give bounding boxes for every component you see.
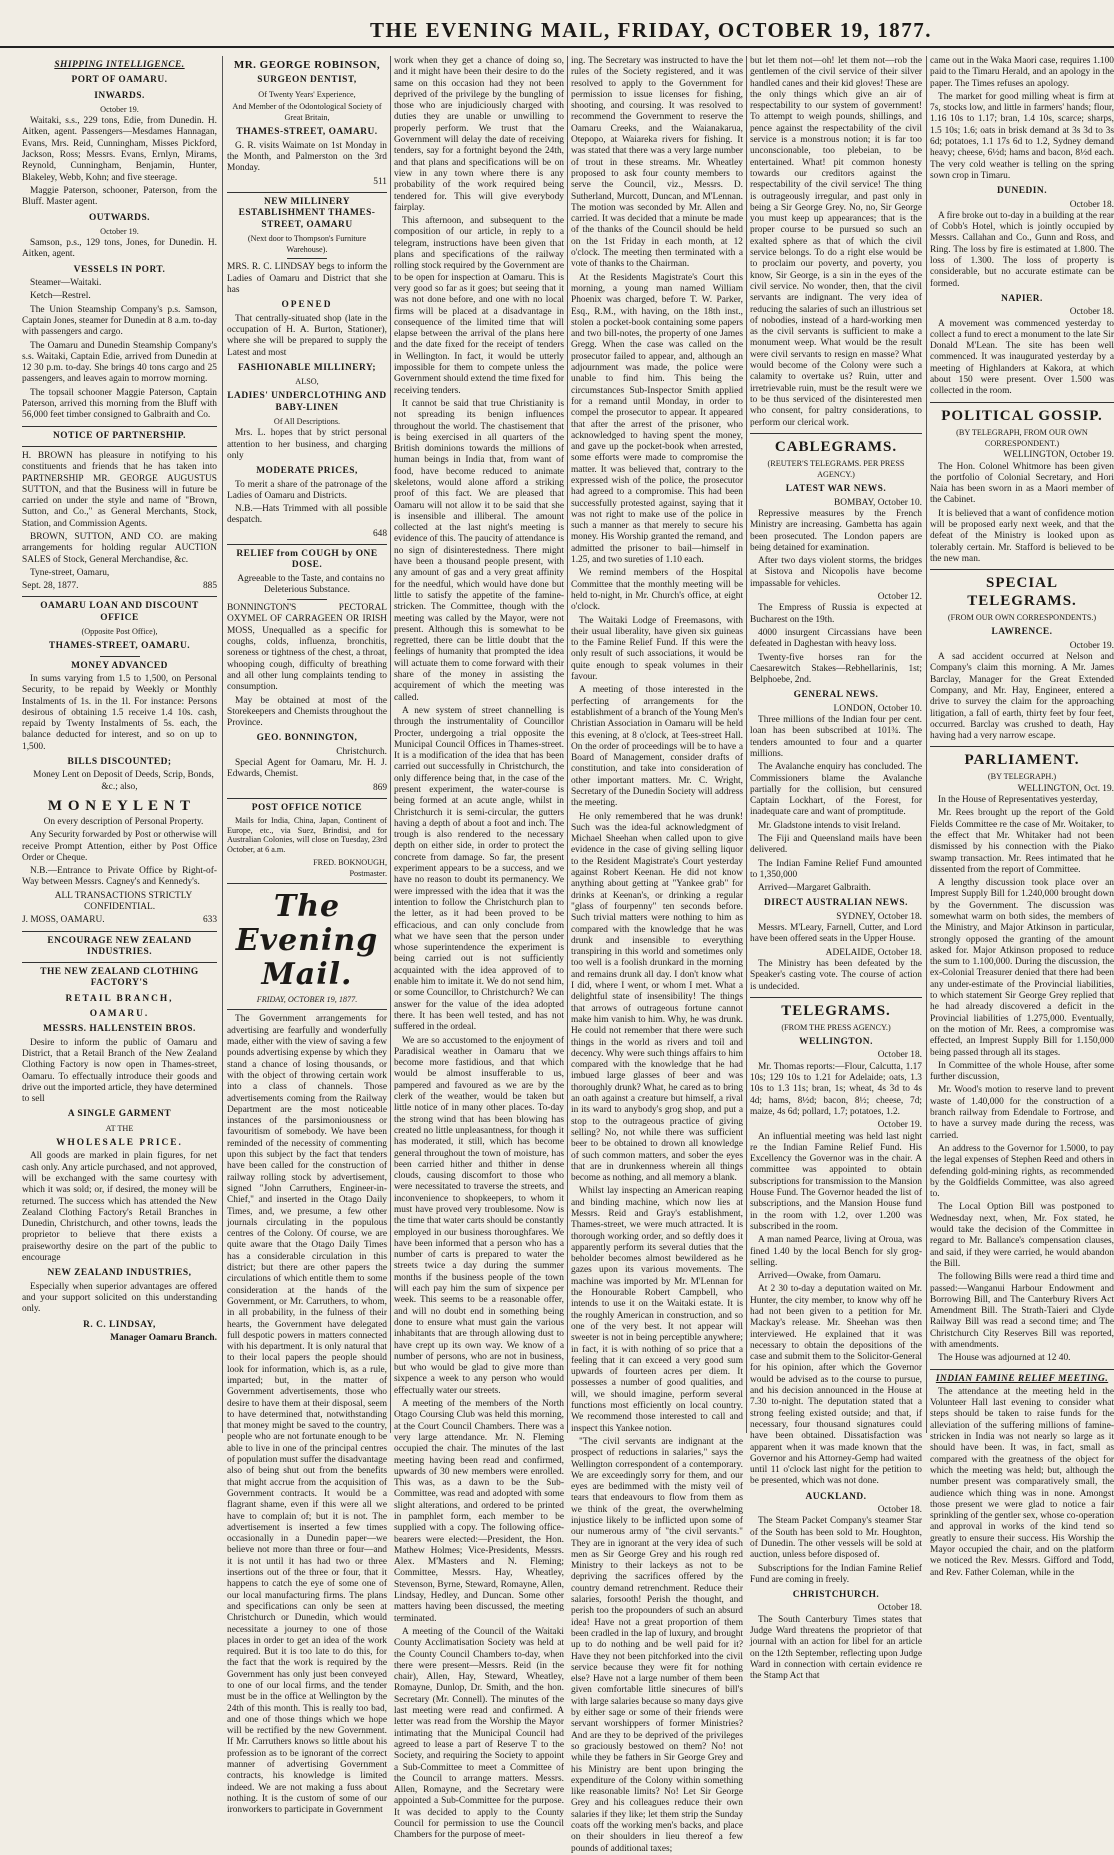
- article-paragraph: Repressive measures by the French Ministry are increasing. Gambetta has again been prosecuted. The London papers are being detained for examination.: [750, 508, 922, 553]
- ad-heading: FASHIONABLE MILLINERY;: [237, 362, 377, 373]
- article-paragraph: A man named Pearce, living at Oroua, was fined 1.40 by the local Bench for sly grog-selling.: [750, 1235, 922, 1268]
- section-subheading: (FROM THE PRESS AGENCY.): [781, 1022, 891, 1032]
- ad-signature: Postmaster.: [349, 868, 387, 878]
- ad-number: 633: [202, 915, 217, 926]
- article-paragraph: We are so accustomed to the enjoyment of Paradisical weather in Oamaru that we become more fastidious, and that which would be almost insufferable to us, pampered and favoured as we are by the clerk of the weather, would be taken but little notice of in many other places. To-day the strong wind that has been blowing has created no little unpleasantness, for though it has moderated, it still, which has become general throughout the town of moisture, has been carried hither and thither in dense clouds, causing discomfort to those who were necessitated to traverse the streets, and inconvenience to shopkeepers, to whom it must have proved very troublesome. Now is the time that water carts should be constantly employed in our business thoroughfares. We have been informed that a person who has a number of carts is prepared to water the streets twice a day during the summer months if the business people of the town will each pay him the sum of sixpence per week. This seems to be a reasonable offer, and will no doubt end in something being done to ensure what must gain the various inhabitants that are through allowing dust to have crept up its own way. We know of a number of persons, who are not in business, but who would be glad to give more than sixpence a week to any person who would effectually water our streets.: [394, 1035, 564, 1396]
- article-paragraph: Ketch—Restrel.: [30, 291, 91, 302]
- ad-heading: OAMARU LOAN AND DISCOUNT OFFICE: [40, 601, 199, 623]
- subheading: INWARDS.: [94, 90, 145, 101]
- article-paragraph: Waitaki, s.s., 229 tons, Edie, from Dunedin. H. Aitken, agent. Passengers—Mesdames Hannagan, Evans, Mrs. Reid, Cunningham, Misses Pickford, Jackson, Ross; Messrs. Evans, Ernlyn, Mirams, Reynold, Cunningham, Benjamin, Hunter, Blakeley, Webb, Kohn; and five steerage.: [22, 116, 217, 183]
- section-heading: POLITICAL GOSSIP.: [941, 407, 1103, 424]
- ad-heading: OPENED: [281, 300, 333, 311]
- ad-number: 885: [202, 581, 217, 592]
- article-paragraph: A fire broke out to-day in a building at the rear of Cobb's Hotel, which is jointly occupied by Messrs. Callahan and Co., Gunn and Ross, and Ring. The loss by fire is estimated at 1.800. The loss of 1.300. The loss of property is considerable, but no accurate estimate can be formed.: [930, 210, 1114, 289]
- article-paragraph: A lengthy discussion took place over an Imprest Supply Bill for 1.240,000 brought down by the Government. The discussion was somewhat warm on both sides, the members of the Ministry, and Major Atkinson in particular, strongly opposed the granting of the amount asked for. Major Atkinson proposed to reduce the sum to 1.100,000. During the discussion, the ex-Colonial Treasurer denied that there had been any under-estimate of the Provincial liabilities, to which statement Sir George Grey replied that he had already discovered a deficit in the Provincial liabilities of 1.275,000. Eventually, on the motion of Mr. Rees, a compromise was effected, an Imprest Supply Bill for 1.150,000 being passed through all its stages.: [930, 878, 1114, 1058]
- article-paragraph: The Waitaki Lodge of Freemasons, with their usual liberality, have given six guineas to the Famine Relief Fund. If this were the only result of such associations, it would be quite enough to speak volumes in their favour.: [571, 615, 743, 683]
- ad-paragraph: Mails for India, China, Japan, Continent of Europe, etc., via Suez, Brindisi, and for Australian Colonies, will close on Tuesday, 23rd October, at 6 a.m.: [227, 816, 387, 854]
- ad-heading: MR. GEORGE ROBINSON,: [233, 59, 381, 71]
- column-3: [394, 56, 564, 1841]
- article-paragraph: Mr. Gladstone intends to visit Ireland.: [758, 820, 901, 831]
- ad-paragraph: To merit a share of the patronage of the Ladies of Oamaru and Districts.: [227, 479, 387, 501]
- ad-heading: MESSRS. HALLENSTEIN BROS.: [43, 1024, 196, 1035]
- dateline: BOMBAY, October 10.: [833, 497, 922, 508]
- ad-paragraph: Mrs. L. hopes that by strict personal attention to her business, and charging only: [227, 428, 387, 461]
- dateline: October 18.: [877, 1505, 922, 1516]
- article-paragraph: A sad accident occurred at Nelson and Company's claim this morning. A Mr. James Barclay, Manager for the Great Extended Company, and Mr. Hay, Engineer, entered a drive to survey the claim for the approaching litigation, a fall of earth, thirty feet by four feet, occurred. Barclay was crushed to death, Hay having had a very narrow escape.: [930, 652, 1114, 742]
- article-paragraph: A movement was commenced yesterday to collect a fund to erect a monument to the late Sir Donald M'Lean. The site has been well commenced. It was inaugurated yesterday by a meeting of Highlanders at Kakora, at which about 150 were present. Over 1.500 was collected in the room.: [930, 318, 1114, 397]
- article-paragraph: The Ministry has been defeated by the Speaker's casting vote. The course of action is undecided.: [750, 958, 922, 992]
- divider: [930, 569, 1114, 570]
- dateline: October 18.: [877, 1050, 922, 1061]
- article-paragraph: In the House of Representatives yesterday,: [938, 795, 1098, 806]
- ad-footer: [22, 581, 217, 592]
- divider: [100, 656, 140, 657]
- column-divider: [746, 56, 747, 1433]
- ad-paragraph: Desire to inform the public of Oamaru and District, that a Retail Branch of the New Zealand Clothing Factory is now open in Thames-street, Oamaru. To effectually introduce their goods and drive out the imported article, they have determined to sell: [22, 1037, 217, 1105]
- ad-paragraph: On every description of Personal Property.: [43, 816, 204, 827]
- article-paragraph: We remind members of the Hospital Committee that the monthly meeting will be held to-night, in Mr. Church's office, at eight o'clock.: [571, 568, 743, 613]
- article-paragraph: work when they get a chance of doing so, and it might have been their desire to do the same on this occasion had they not been deprived of the privilege by the bungling of those who are injudiciously charged with duties they are unable or unwilling to properly perform. We trust that the Government will delay the date of receiving tenders, say for a fortnight beyond the 24th, and that plans and specifications will be on view in any town where there is any probability of the work required being tendered for. This will give everybody fairplay.: [394, 56, 564, 213]
- column-4: [571, 56, 743, 1854]
- article-paragraph: A meeting of those interested in the perfecting of arrangements for the establishment of a branch of the Young Men's Christian Association in Oamaru will be held this evening, at 8 o'clock, at Tees-street Hall. On the order of proceedings will be to have a Board of Management, consider drafts of constitution, and take into consideration of other important matters. Mr. C. Wright, Secretary of the Dunedin Society will address the meeting.: [571, 685, 743, 809]
- article-paragraph: The Avalanche enquiry has concluded. The Commissioners blame the Avalanche partially for the collision, but censured Captain Lockhart, of the Forest, for inadequate care and want of promptitude.: [750, 762, 922, 818]
- article-paragraph: The Local Option Bill was postponed to Wednesday next, when, Mr. Fox stated, he would take the decision of the Committee in regard to Mr. Ballance's compensation clauses, and said, if they were carried, he would abandon the Bill.: [930, 1202, 1114, 1269]
- article-paragraph: The topsail schooner Maggie Paterson, Captain Paterson, arrived this morning from the Bluff with 56,000 feet timber consigned to Galbraith and Co.: [22, 387, 217, 421]
- dateline: October 18.: [1069, 199, 1114, 210]
- article-paragraph: The Empress of Russia is expected at Bucharest on the 19th.: [750, 603, 922, 625]
- article-paragraph: He only remembered that he was drunk! Such was the idea-ful acknowledgment of Michael Sheehan when called upon to give evidence in the case of giving selling liquor to the Resident Magistrate's Court yesterday against Robert Keenan. He did not know anything about getting at "Yankee grab" for drinks at Keenan's, or drinking a regular "glass of fourpenny" ten seconds before. Such trivial matters were nothing to him as compared with the knowledge that he was drunk and insensible to everything transpiring in this world and sometimes only too well is a foolish drunkard in the morning and remains drunk all day. I don't know what I did, where I went, or whom I met. What a delightful state of insensibility! The things that arrows of outrageous fortune cannot make him vanish to him. Why, he was drunk. He could not remember that there were such things in the world as rivers and toil and decency. Why were such things affairs to him compared with the knowledge that he had imbued large glasses of beer and was thoroughly drunk? What, he cared as to bring an oath against a creature but himself, a rival in its ward to anybody's grog shop, and put a stop to the outrageous practice of giving selling? No, not while there was sufficient beer to be obtained to drown all knowledge of such common matters, and sober the eyes that are in drunkenness wherein all things become as nothing, and all memory a blank.: [571, 811, 743, 1184]
- ad-heading: NOTICE OF PARTNERSHIP.: [53, 430, 186, 441]
- section-heading: SHIPPING INTELLIGENCE.: [54, 60, 185, 70]
- column-divider: [567, 56, 568, 1433]
- article-paragraph: The attendance at the meeting held in the Volunteer Hall last evening to consider what steps should be taken to raise funds for the alleviation of the suffering millions of famine-stricken in India was not nearly so large as it should have been. It was, in fact, small as compared with the greatness of the object for which the meeting was held; but, although the number present was comparatively small, the audience which thing was in none. Amongst those present we were glad to notice a fair sprinkling of the gentler sex, whose co-operation and approval in works of the kind tend so greatly to ensure their success. His Worship the Mayor occupied the chair, and on the platform we noticed the Rev. Messrs. Gifford and Todd, and Rev. Father Coleman, while in the: [930, 1386, 1114, 1578]
- ad-subheading: Christchurch.: [336, 746, 387, 757]
- ad-paragraph: N.B.—Hats Trimmed with all possible despatch.: [227, 504, 387, 526]
- ad-subheading: ALSO,: [295, 377, 319, 387]
- ad-paragraph: That centrally-situated shop (late in the occupation of H. A. Burton, Stationer), where she will be prepared to supply the Latest and most: [227, 313, 387, 358]
- article-paragraph: The Oamaru and Dunedin Steamship Company's s.s. Waitaki, Captain Edie, arrived from Dunedin at 12 30 p.m. to-day. She brings 40 tons cargo and 25 passengers, and leaves again to morrow morning.: [22, 340, 217, 385]
- ad-heading: WHOLESALE PRICE.: [56, 1138, 183, 1149]
- ad-signature: R. C. LINDSAY,: [83, 1319, 156, 1330]
- article-paragraph: Mr. Wood's motion to reserve land to prevent waste of 1.40,000 for the construction of a branch railway from Edendale to Fortrose, and to have a survey made during the recess, was carried.: [930, 1085, 1114, 1141]
- ad-number: 869: [372, 782, 387, 793]
- divider: [22, 962, 217, 963]
- article-paragraph: The Fiji and Queensland mails have been delivered.: [750, 834, 922, 856]
- ad-signature: FRED. BOKNOUGH,: [313, 857, 387, 867]
- divider: [930, 402, 1114, 403]
- article-paragraph: It cannot be said that true Christianity is not spreading its benign influences throughout the world. The chastisement that is being exercised in all quarters of the British dominions towards the millions of human beings in India that, from want of food, have become reduced to animate skeletons, would alone afford a striking proof of this fact. We are pleased that Oamaru will not allow it to be said that she is insensible and illiberal. The amount collected at the last night's meeting is evidence of this. The paucity of attendance is no sign of disinterestedness. There might have been a thousand people present, with any amount of gas and a very great affinity for the needful, which would have done but little to satisfy the appetite of the famine-stricken. The Committee, though with the meeting was called by the Mayor, were not present. Although this is somewhat to be regretted, there can be little doubt that the feelings of humanity that prompted the idea will actuate them to come forward with their share of the money in assisting the acquirement of which the meeting was called.: [394, 398, 564, 703]
- column-5: [750, 56, 922, 1682]
- article-paragraph: At the Residents Magistrate's Court this morning, a young man named William Phoenix was charged, before T. W. Parker, Esq., R.M., with having, on the 18th inst., stolen a pocket-book containing some papers and two bill-notes, the property of one James Gregg. When the case was called on the prosecutor failed to appear, and, although an adjournment was made, the police were unable to find him. This being the circumstances Sub-Inspector Smith applied for a remand until Monday, in order to compel the prosecutor to appear. It appeared that after the arrest of the prisoner, who acknowledged to having spent the money, and gave up the pocket-book when arrested, some efforts were made to compromise the matter. It was believed that, contrary to the expressed wish of the police, the prosecutor had agreed to a compromise. This had been successfully protested against, saying that it was not right to make use of the police in such a manner as that merely to secure his money. His Worship granted the remand, and admitted the prisoner to bail—himself in 1.25, and two sureties of 1.10 each.: [571, 272, 743, 566]
- divider: [287, 258, 327, 259]
- article-paragraph: Subscriptions for the Indian Famine Relief Fund are coming in freely.: [750, 1563, 922, 1585]
- section-subheading: (REUTER'S TELEGRAMS. PER PRESS AGENCY.): [767, 458, 905, 480]
- divider: [227, 798, 387, 799]
- article-paragraph: Samson, p.s., 129 tons, Jones, for Dunedin. H. Aitken, agent.: [22, 238, 217, 260]
- subheading: VESSELS IN PORT.: [73, 264, 166, 275]
- dateline: October 12.: [877, 592, 922, 603]
- ad-heading: RETAIL BRANCH,: [65, 993, 174, 1004]
- article-paragraph: Whilst lay inspecting an American reaping and binding machine, which now lies at Messrs. Reid and Gray's establishment, Thames-street, we were much attracted. It is thorough working order, and so deftly does it apparently perform its several duties that the beholder becomes almost bewildered as he gazes upon its various movements. The machine was imported by Mr. M'Lennan for the Honourable Robert Campbell, who intends to use it on the Waitaki estate. It is the roughly American in construction, and so one of the very best. It not appear will sweeter is not in being perceptible anywhere; in fact, it is with nothing of so price that a feeling that it can exceed a very good sum upwards of fourteen acres per diem. It possesses a number of good qualities, and will, we should imagine, perform several functions most efficiently on local country. We recommend those interested to call and inspect this Yankee notion.: [571, 1186, 743, 1434]
- dateline: ADELAIDE, October 18.: [825, 947, 922, 958]
- subheading: NAPIER.: [1001, 293, 1043, 304]
- article-paragraph: A new system of street channelling is through the instrumentality of Councillor Procter, undergoing a trial opposite the Municipal Council Offices in Thames-street. It is a modification of the idea that has been carried out successfully in Christchurch, the only difference being that, in the case of the present experiment, the water-course is being formed at an acute angle, whilst in Christchurch it is semi-circular, the gutters having a depth of about a foot and inch. The trough is also rendered to the necessary depth on either side, in order to protect the concrete from damage. So far, the present experiment appears to be a success, and we have no reason to doubt its permanency. We were impressed with the idea that it was the intention to follow the Christchurch plan to the letter, as it had been proved to be efficacious, and can only conclude from what we have seen that the person under whose superintendence the experiment is being carried out is not sufficiently acquainted with the idea approved of to enable him to imitate it. We do not send him, or some Councillor, to Christchurch? We can answer for the value of the idea adopted there. It has been well tested, and has not suffered in the ordeal.: [394, 705, 564, 1033]
- ad-heading: RELIEF from COUGH by ONE DOSE.: [236, 548, 378, 571]
- ad-paragraph: Agreeable to the Taste, and contains no Deleterious Substance.: [237, 573, 385, 595]
- article-paragraph: Steamer—Waitaki.: [30, 278, 102, 289]
- subheading: GENERAL NEWS.: [793, 690, 879, 701]
- article-paragraph: came out in the Waka Maori case, requires 1.100 paid to the Timaru Herald, and an apology in the paper. The Times refuses an apology.: [930, 56, 1114, 89]
- dateline: FRIDAY, OCTOBER 19, 1877.: [256, 995, 358, 1005]
- ad-paragraph: May be obtained at most of the Storekeepers and Chemists throughout the Province.: [227, 695, 387, 729]
- article-paragraph: The Union Steamship Company's p.s. Samson, Captain Jones, steamer for Dunedin at 8 a.m. to-day with passengers and cargo.: [22, 304, 217, 338]
- ad-heading: ENCOURAGE NEW ZEALAND INDUSTRIES.: [47, 935, 192, 957]
- article-paragraph: ing. The Secretary was instructed to have the rules of the Society registered, and it was resolved to apply to the Government for permission to issue licenses for fishing, shooting, and coursing. It was resolved to recommend the Government to reserve the Oamaru Creeks, and the Waianakarua, Otepopo, at Waiareka rivers for fishing. It was stated that there was a very large number of trout in these streams. Mr. Wheatley proposed to ask four county members to serve the Council, viz., Messrs. D. Sutherland, Murcott, Duncan, and M'Lennan. The motion was seconded by Mr. Allen and carried. It was decided that a minute be made of the thanks of the Council should be held on the 1st Friday in each month, at 12 o'clock. The meeting then terminated with a vote of thanks to the Chairman.: [571, 56, 743, 270]
- article-paragraph: At 2 30 to-day a deputation waited on Mr. Hunter, the city member, to know why off he had not been given to a petition for Mr. Mackay's release. Mr. Sheehan was then interviewed. He explained that it was necessary to obtain the depositions of the case and submit them to the Solicitor-General for his opinion, after which the Governor would be advised as to the course to pursue, and his decision announced in the House at 7.30 to-night. The deputation stated that a strong feeling existed outside; and that, if necessary, four thousand signatures could have been obtained. Dissatisfaction was apparent when it was made known that the Governor and his Attorney-Gemp had waited until 11 o'clock last night for the petition to be presented, which was not done.: [750, 1284, 922, 1487]
- ad-paragraph: Special Agent for Oamaru, Mr. H. J. Edwards, Chemist.: [227, 758, 387, 780]
- divider: [750, 997, 922, 998]
- ad-heading: SURGEON DENTIST,: [257, 75, 357, 86]
- dateline: WELLINGTON, Oct. 19.: [1017, 783, 1114, 794]
- article-paragraph: A meeting of the Council of the Waitaki County Acclimatisation Society was held at the County Council Chambers to-day, when there were present—Messrs. Reid (in the chair), Allen, Hay, Steward, Wheatley, Romayne, Dunlop, Dr. Smith, and the hon. Secretary (Mr. Connell). The minutes of the last meeting were read and confirmed. A letter was read from the Worship the Mayor intimating that the Municipal Council had agreed to lease a part of Reserve T to the Society, and requiring the Society to appoint a Sub-Committee to meet a Committee of the Council to arrange matters. Messrs. Allen, Romayne, and the Secretary were appointed a Sub-Committee for the purpose. It was decided to apply to the County Council for permission to use the Council Chambers for the purpose of meet-: [394, 1626, 564, 1841]
- article-paragraph: Arrived—Margaret Galbraith.: [758, 883, 871, 894]
- divider: [227, 883, 387, 884]
- dateline: October 19.: [100, 104, 139, 114]
- article-paragraph: Mr. Thomas reports:—Flour, Calcutta, 1.17 10s; 129 10s to 1.21 for Adelaide; oats, 1.3 10s to 1.3 11s; bran, 1s; wheat, 4s 3d to 4s 4d; hams, 8½d; bacon, 8½; cheese, 7d; maize, 4s 6d; pollard, 1.7; potatoes, 1.2.: [750, 1061, 922, 1117]
- article-paragraph: The following Bills were read a third time and passed:—Wanganui Harbour Endowment and Borrowing Bill, and The Canterbury Rivers Act Amendment Bill. The Strath-Taieri and Clyde Railway Bill was read a second time; and The Christchurch City Reserves Bill was reported, with amendments.: [930, 1272, 1114, 1350]
- dateline: WELLINGTON, October 19.: [1003, 450, 1114, 461]
- ad-subheading: (Next door to Thompson's Furniture Warehouse).: [247, 233, 367, 255]
- ad-subheading: AT THE: [105, 1123, 134, 1133]
- column-6: [930, 56, 1114, 1578]
- ad-paragraph: All goods are marked in plain figures, for net cash only. Any article purchased, and not approved, will be exchanged with the same courtesy with which it was sold; or, if desired, the money will be returned. The success which has attended the New Zealand Clothing Factory's Retail Branches in Dunedin, Christchurch, and other towns, leads the proprietor to believe that there exists a praiseworthy desire on the part of the public to encourage: [22, 1151, 217, 1264]
- dateline: SYDNEY, October 18.: [836, 911, 922, 922]
- ad-signature: J. MOSS, OAMARU.: [22, 915, 105, 926]
- divider: [22, 596, 217, 597]
- section-subheading: (FROM OUR OWN CORRESPONDENTS.): [947, 613, 1097, 623]
- ad-subheading: (Opposite Post Office),: [81, 627, 158, 637]
- section-subheading: (BY TELEGRAPH.): [987, 772, 1057, 782]
- article-paragraph: Arrived—Owake, from Oamaru.: [758, 1271, 881, 1282]
- divider: [930, 746, 1114, 747]
- ad-heading: BILLS DISCOUNTED;: [67, 757, 172, 768]
- ad-heading: GEO. BONNINGTON,: [256, 733, 358, 744]
- article-paragraph: The South Canterbury Times states that Judge Ward threatens the proprietor of that journal with an action for libel for an article on the 12th September, reflecting upon Judge Ward in connection with certain evidence re the Stamp Act that: [750, 1614, 922, 1682]
- newspaper-logo: The Evening Mail.: [235, 889, 379, 993]
- ad-date: Sept. 28, 1877.: [22, 581, 79, 592]
- subheading: DUNEDIN.: [996, 186, 1048, 197]
- divider: [22, 931, 217, 932]
- subheading: DIRECT AUSTRALIAN NEWS.: [764, 898, 908, 909]
- ad-paragraph: In sums varying from 1.5 to 1,500, on Personal Security, to be repaid by Weekly or Monthly Instalments of 1s. in the 1l. For instance: Persons desirous of obtaining 1.5 receive 1.4 10s. cash, repaid by Twenty Instalments of 5s. each, the balance deducted for interest, and so on up to 1,500.: [22, 673, 217, 752]
- ad-footer: [22, 915, 217, 926]
- ad-paragraph: N.B.—Entrance to Private Office by Right-of-Way between Messrs. Cagney's and Kennedy's.: [22, 866, 217, 888]
- article-paragraph: The Government arrangements for advertising are fearfully and wonderfully made, either with the view of saving a few pounds advertising expense by which they stand a chance of losing thousands, or with the object of throwing certain work into a class of channels. Those advertisements coming from the Railway Department are the most noticeable instances of the parsimoniousness or favouritism of somebody. We have been reminded of the necessity of commenting upon this subject by the fact that tenders have been called for the construction of railway rolling stock by advertisement, signed "John Carruthers, Engineer-in-Chief," and inserted in the Otago Daily Times, and, we presume, a few other journals circulating in the populous centres of the Colony. Of course, we are quite aware that the Otago Daily Times has a considerable circulation in this district; but there are other papers the circulations of which entitle them to some consideration at the hands of the Government, or Mr. Carruthers, to whom, in all probability, in the fulness of their hearts, the Government have delegated full despotic powers in matters connected with his department. It is only natural that to their local papers the people should look for information, which is, as a rule, imparted; but, in the matter of Government advertisements, those who desire to have them at their disposal, seem to have determined that, notwithstanding that money might be saved to the country, people who are not fortunate enough to be able to live in one of the principal centres of population must suffer the disadvantage also of being shut out from the benefits that might accrue from the acquisition of Government contracts. It would be a flagrant shame, even if this were all we have to complain of; but it is not. The advertisement is inserted a few times occasionally in a Dunedin paper—we believe not more than three or four—and it is not until it has had two or three insertions out of the three or four, that it happens to catch the eye of some one of our local manufacturing firms. The plans and specifications can only be seen at Christchurch or Dunedin, which would necessitate a journey to one of those places in order to get an idea of the work required. But it is too late to do this, for the fact that the work is required by the Government has only just been conveyed to one of our local firms, and the tender must be in the office at Wellington by the 24th of this month. This is really too bad, and one of those things which we hope will be rectified by the new Government. If Mr. Carruthers knows so little about his profession as to be ignorant of the correct manner of advertising Government contracts, his knowledge is limited indeed. We are not making a fuss about nothing. It is the custom of some of our ironworkers to participate in Government: [227, 1014, 387, 1816]
- article-paragraph: 4000 insurgent Circassians have been defeated in Daghestan with heavy loss.: [750, 627, 922, 650]
- ad-paragraph: BROWN, SUTTON, AND CO. are making arrangements for holding regular AUCTION SALES of Stock, General Merchandise, &c.: [22, 531, 217, 565]
- section-heading: INDIAN FAMINE RELIEF MEETING.: [935, 1373, 1109, 1384]
- ad-heading: A SINGLE GARMENT: [67, 1109, 172, 1120]
- ad-paragraph: G. R. visits Waimate on 1st Monday in the Month, and Palmerston on the 3rd Monday.: [227, 140, 387, 174]
- divider: [930, 1369, 1114, 1370]
- ad-heading: M O N E Y L E N T: [47, 797, 192, 814]
- section-heading: SPECIAL TELEGRAMS.: [967, 575, 1077, 610]
- subheading: CHRISTCHURCH.: [792, 1590, 880, 1601]
- divider: [227, 192, 387, 193]
- article-paragraph: "The civil servants are indignant at the prospect of reductions in salaries," says the Wellington correspondent of a contemporary. We are exceedingly sorry for them, and our eyes are bedimmed with the misty veil of tears that endeavours to flow from them as we think of the great, the overwhelming injustice likely to be inflicted upon some of our numerous army of "the civil servants." They are in ignorant at the very idea of such men as Sir George Grey and his rough red Ministry to their lackeys as not to be depriving the sacrifices offered by the country demand retrenchment. Reduce their salaries, forsooth! Perish the thought, and perish too the propounders of such an absurd idea! Have not a great proportion of them been cradled in the lap of luxury, and brought up to do nothing and be well paid for it? Have they not been pitchforked into the civil service because they were fit for nothing else? Have not a large number of them been given comfortable little sinecures of bill's with large salaries because so many days give by either sage or some of their friends were servant worshippers of former Ministries? And are they to be deprived of the privileges so graciously bestowed on them? No! not while they be fathers in Sir George Grey and his Ministry are bent upon bringing the expenditure of the Colony within something like reasonable limits? No! Let Sir George Grey and his colleagues reduce their own salaries if they like; let them strip the Sunday coats off the working men's backs, and place on their shoulders in lieu thereof a few pounds of additional taxes;: [571, 1436, 743, 1854]
- subheading: LAWRENCE.: [991, 627, 1053, 638]
- section-heading: CABLEGRAMS.: [774, 438, 898, 455]
- section-heading: PARLIAMENT.: [964, 752, 1080, 769]
- column-divider: [390, 56, 391, 1433]
- article-paragraph: Mr. Rees brought up the report of the Gold Fields Committee re the case of Mr. Woitaker, to the effect that Mr. Whitaker had not been dismissed by his connection with the Piako swamp transaction. Mr. Rees intimated that he dissented from the report of Committee.: [930, 808, 1114, 875]
- ad-heading: THAMES-STREET, OAMARU.: [236, 127, 378, 138]
- subheading: WELLINGTON.: [799, 1037, 873, 1048]
- column-2: [227, 56, 387, 1816]
- column-divider: [926, 56, 927, 1433]
- article-paragraph: An influential meeting was held last night re the Indian Famine Relief Fund. His Excellency the Governor was in the chair. A committee was appointed to obtain subscriptions for transmission to the Mansion House Fund. The Governor headed the list of subscriptions, and the Mansion House fund in the room with 1.2, over 1.200 was subscribed in the room.: [750, 1131, 922, 1232]
- article-paragraph: The Hon. Colonel Whitmore has been given the portfolio of Colonial Secretary, and Hori Naia has been sworn in as a Maori member of the Cabinet.: [930, 461, 1114, 506]
- column-divider: [222, 56, 223, 1433]
- ad-number: 511: [373, 176, 387, 187]
- article-paragraph: The market for good milling wheat is firm at 7s, stocks low, and little in farmers' hands; flour, 1.16 10s to 1.17; bran, 1.4 10s, scarce; sharps, 1.5 10s; 1.6; oats in brisk demand at 3s 3d to 3s 6d; potatoes, 1.1 17s 6d to 1.2, Sydney demand heavy; cheese, 6½d; hams and bacon, 8½d each. The very cold weather is telling on the spring sown crop in Timaru.: [930, 91, 1114, 181]
- article-paragraph: but let them not—oh! let them not—rob the gentlemen of the civil service of their silver handled canes and their kid gloves! These are the only things which give an air of respectability to our system of government! To attempt to weigh pounds, shillings, and pence against the respectability of the civil service is a monstrous notion; it is far too unconscionable, too plebeian, to be entertained. What! pit common honesty towards our creditors against the respectability of the civil service! The thing is outrageously irregular, and past only in being a Sir George Grey. No, no, Sir George you must keep up appearances; that is the proper course to be pursued so such an exalted sphere as that of which the civil service belongs. To do a right else would be to proclaim our poverty, and poverty, you know, Sir George, is a sin in the eyes of the civil service. No wonder, then, that the civil servants are indignant. The very idea of reducing the salaries of such an illustrious set of nobodies, instead of a hard-working men as the civil servants is sufficient to make a monument weep. What would be the result were civil servants to resign en masse? What would become of the Colony were such a calamity to overtake us? Ruin, utter and irretrievable ruin, must be the result were we to be thus serviced of the disinterested men who consent, for paltry considerations, to perform our clerical work.: [750, 56, 922, 428]
- ad-number: 648: [372, 528, 387, 539]
- ad-heading: POST OFFICE NOTICE: [251, 802, 363, 813]
- subheading: LATEST WAR NEWS.: [785, 484, 887, 495]
- divider: [22, 426, 217, 427]
- masthead: [0, 18, 1114, 40]
- column-1: [22, 56, 217, 1433]
- masthead-title: THE EVENING MAIL, FRIDAY, OCTOBER 19, 1877.: [370, 18, 932, 42]
- ad-heading: THE NEW ZEALAND CLOTHING FACTORY'S: [40, 967, 199, 989]
- article-paragraph: The House was adjourned at 12 40.: [938, 1353, 1071, 1364]
- article-paragraph: This afternoon, and subsequent to the composition of our article, in reply to a telegram, instructions have been given that plans and specifications of the railway rolling stock required by the Government are to be open for inspection at Oamaru. This is very good so far as it goes; but seeing that it was not done before, and one with no local firms will be placed at a disadvantage in consequence of the limited time that will elapse between the arrival of the plans here and the date fixed for the receipt of tenders in Wellington. In fact, it would be utterly impossible for them to compete unless the Government should extend the time fixed for receiving tenders.: [394, 216, 564, 396]
- ad-subheading: Of All Descriptions.: [273, 417, 341, 427]
- ad-paragraph: Tyne-street, Oamaru,: [30, 567, 110, 578]
- ad-paragraph: MRS. R. C. LINDSAY begs to inform the Ladies of Oamaru and District that she has: [227, 262, 387, 296]
- ad-heading: MODERATE PRICES,: [256, 466, 358, 477]
- article-paragraph: In Committee of the whole House, after some further discussion,: [930, 1060, 1114, 1083]
- article-paragraph: It is believed that a want of confidence motion will be proposed early next week, and that the defeat of the Ministry is looked upon as tolerably certain. Mr. Stafford is believed to be the new man.: [930, 508, 1114, 564]
- divider: [227, 544, 387, 545]
- article-paragraph: Messrs. M'Leary, Farnell, Cutter, and Lord have been offered seats in the Upper House.: [750, 923, 922, 945]
- subheading: OUTWARDS.: [88, 212, 151, 223]
- subheading: AUCKLAND.: [805, 1491, 867, 1502]
- dateline: October 19.: [1069, 640, 1114, 651]
- ad-paragraph: Money Lent on Deposit of Deeds, Scrip, Bonds, &c.; also,: [33, 770, 214, 792]
- article-paragraph: After two days violent storms, the bridges at Sistova and Nicopolis have become impassable for vehicles.: [750, 556, 922, 589]
- ad-heading: NEW MILLINERY ESTABLISHMENT THAMES-STREET, OAMARU: [238, 196, 376, 230]
- ad-subheading: And Member of the Odontological Society of Great Britain,: [232, 101, 382, 123]
- divider: [22, 446, 217, 447]
- section-heading: TELEGRAMS.: [781, 1002, 891, 1019]
- ad-heading: OAMARU.: [89, 1009, 150, 1020]
- dateline: October 18.: [877, 1603, 922, 1614]
- ad-heading: THAMES-STREET, OAMARU.: [48, 641, 191, 652]
- dateline: October 19.: [100, 226, 139, 236]
- ad-subheading: Of Twenty Years' Experience,: [258, 89, 356, 99]
- masthead-rule: [0, 46, 1114, 48]
- section-heading: PORT OF OAMARU.: [71, 75, 168, 86]
- article-paragraph: A meeting of the members of the North Otago Coursing Club was held this morning, at the Court Council Chambers. There was a very large attendance. Mr. N. Fleming occupied the chair. The minutes of the last meeting having been read and confirmed, upwards of 30 new members were enrolled. This was, as a dawn to be the Sub-Committee, was read and adopted with some slight alterations, and ordered to be printed in pamphlet form, each member to be supplied with a copy. The following office-bearers were elected:—President, the Hon. Mathew Holmes; Vice-Presidents, Messrs. Alex. M'Masters and N. Fleming; Committee, Messrs. Hay, Wheatley, Stevenson, Byrne, Steward, Romayne, Allen, Lindsay, Hedley, and Duncan. Some other matters having been discussed, the meeting terminated.: [394, 1399, 564, 1624]
- article-paragraph: Three millions of the Indian four per cent. loan has been subscribed at 101¾. The tenders amounted to four and a quarter millions.: [750, 715, 922, 759]
- article-paragraph: Maggie Paterson, schooner, Paterson, from the Bluff. Master agent.: [22, 185, 217, 208]
- article-paragraph: The Indian Famine Relief Fund amounted to 1,350,000: [750, 858, 922, 880]
- article-paragraph: The Steam Packet Company's steamer Star of the South has been sold to Mr. Houghton, of Dunedin. The other vessels will be sold at auction, unless before disposed of.: [750, 1516, 922, 1561]
- ad-paragraph: Especially when superior advantages are offered and your support solicited on this understanding only.: [22, 1281, 217, 1315]
- dateline: October 18.: [1069, 307, 1114, 318]
- article-paragraph: An address to the Governor for 1.5000, to pay the legal expenses of Stephen Reed and others in defending gold-mining rights, as recommended by the Goldfields Committee, was also agreed to.: [930, 1143, 1114, 1200]
- dateline: LONDON, October 10.: [833, 703, 922, 714]
- section-subheading: (BY TELEGRAPH, FROM OUR OWN CORRESPONDENT.): [956, 427, 1088, 448]
- divider: [227, 1009, 387, 1010]
- ad-paragraph: BONNINGTON'S PECTORAL OXYMEL OF CARRAGEEN OR IRISH MOSS, Unequalled as a specific for coughs, colds, influenza, bronchitis, soreness or tightness of the chest, a throat, whooping cough, difficulty of breathing and all other lung complaints tending to consumption.: [227, 603, 387, 693]
- ad-heading: LADIES' UNDERCLOTHING AND BABY-LINEN: [227, 391, 387, 413]
- ad-paragraph: Any Security forwarded by Post or otherwise will receive Prompt Attention, either by Post Office Order or Cheque.: [22, 830, 217, 863]
- divider: [750, 433, 922, 434]
- dateline: October 19.: [877, 1120, 922, 1131]
- ad-paragraph: ALL TRANSACTIONS STRICTLY CONFIDENTIAL.: [54, 890, 193, 912]
- ad-paragraph: H. BROWN has pleasure in notifying to his constituents and friends that he has taken into PARTNERSHIP MR. GEORGE AUGUSTUS SUTTON, and that the Business will in future be carried on under the style and name of "Brown, Sutton, and Co.," as General Merchants, Stock, Station, and Commission Agents.: [22, 450, 217, 529]
- ad-heading: MONEY ADVANCED: [71, 660, 168, 671]
- article-paragraph: Twenty-five horses ran for the Caesarewitch Stakes—Rebhellarinis, 1st; Belphoebe, 2nd.: [750, 652, 922, 686]
- ad-heading: NEW ZEALAND INDUSTRIES,: [47, 1268, 192, 1279]
- ad-signature: Manager Oamaru Branch.: [110, 1332, 217, 1343]
- divider: [287, 599, 327, 600]
